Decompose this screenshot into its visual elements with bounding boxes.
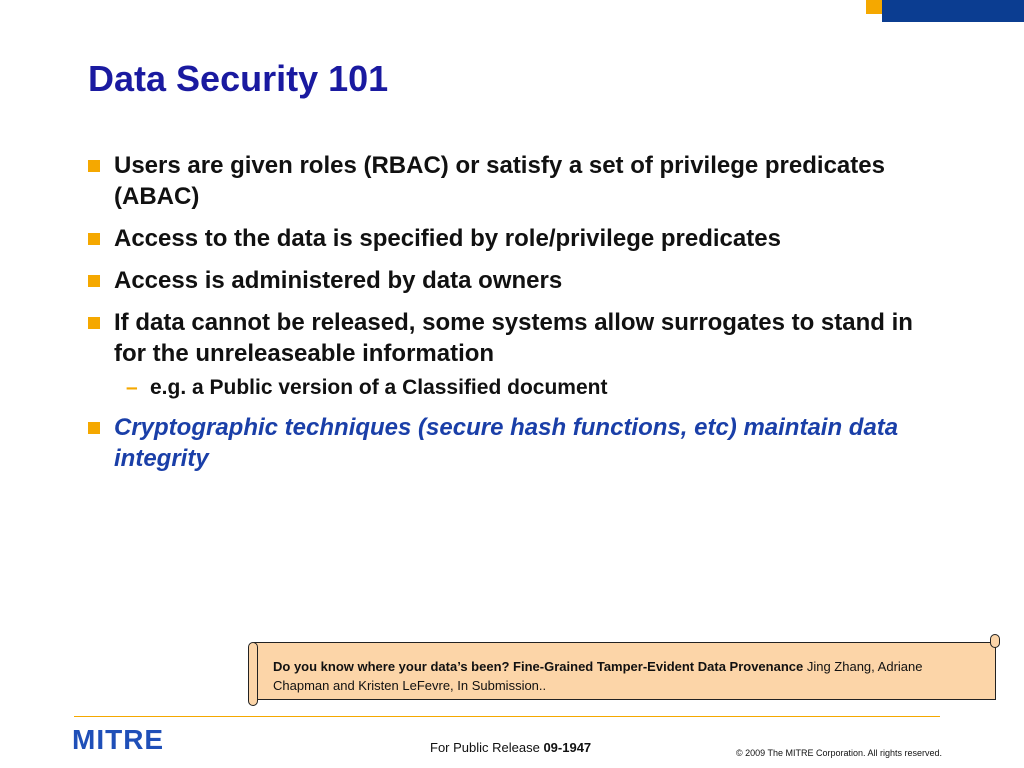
release-number: 09-1947 bbox=[543, 740, 592, 755]
sub-bullet-item bbox=[86, 374, 926, 402]
reference-title: Do you know where your data’s been? Fine-Grained Tamper-Evident Data Provenance bbox=[273, 659, 804, 674]
square-bullet-icon bbox=[88, 275, 100, 287]
highlight-bullet-text: Cryptographic techniques (secure hash functions, etc) maintain data integrity bbox=[114, 414, 899, 472]
sub-bullet-text: e.g. a Public version of a Classified document bbox=[150, 376, 608, 399]
bullet-text: Users are given roles (RBAC) or satisfy a set of privilege predicates (ABAC) bbox=[114, 152, 885, 210]
square-bullet-icon bbox=[88, 317, 100, 329]
footer-divider bbox=[74, 716, 940, 717]
reference-box bbox=[254, 642, 996, 700]
release-label: For Public Release bbox=[430, 740, 544, 755]
bullet-text: Access is administered by data owners bbox=[114, 267, 563, 294]
bullet-item bbox=[86, 265, 926, 296]
square-bullet-icon bbox=[88, 422, 100, 434]
square-bullet-icon bbox=[88, 233, 100, 245]
reference-scroll bbox=[248, 634, 1000, 704]
bullet-item bbox=[86, 150, 926, 212]
reference-text bbox=[273, 657, 973, 695]
slide-title: Data Security 101 bbox=[88, 58, 389, 99]
bullet-item-highlight bbox=[86, 412, 926, 474]
bullet-item bbox=[86, 307, 926, 369]
reference-authors: Jing Zhang, Adriane Chapman and Kristen LeFevre, In Submission.. bbox=[273, 659, 923, 693]
mitre-logo: MITRE bbox=[72, 724, 165, 755]
copyright-notice: © 2009 The MITRE Corporation. All rights reserved. bbox=[736, 748, 943, 758]
bullet-item bbox=[86, 223, 926, 254]
bullet-list bbox=[86, 150, 926, 485]
corner-accent-blue bbox=[882, 0, 1024, 22]
release-notice bbox=[430, 740, 591, 755]
scroll-curl-left-icon bbox=[248, 642, 258, 706]
corner-accent-orange bbox=[866, 0, 882, 14]
bullet-text: If data cannot be released, some systems allow surrogates to stand in for the unreleaseable information bbox=[114, 309, 913, 367]
bullet-text: Access to the data is specified by role/privilege predicates bbox=[114, 225, 781, 252]
scroll-curl-right-icon bbox=[990, 634, 1000, 648]
square-bullet-icon bbox=[88, 160, 100, 172]
dash-bullet-icon: – bbox=[126, 376, 138, 399]
